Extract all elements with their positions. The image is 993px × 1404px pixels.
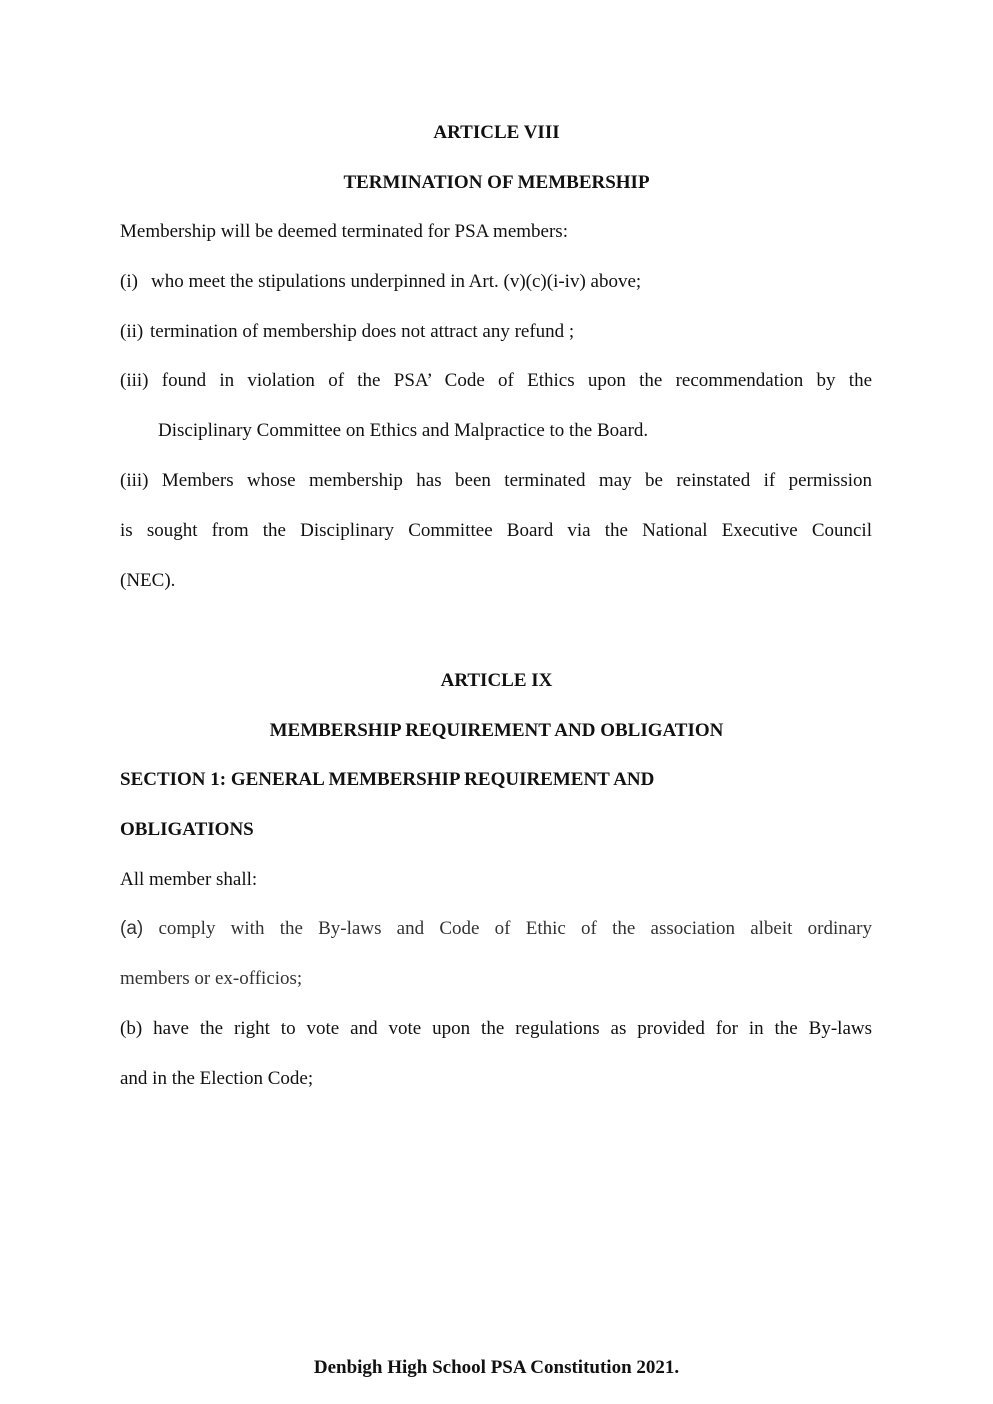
list-item: (b) have the right to vote and vote upon the regulations as provided for in the By-laws (120, 1018, 872, 1039)
list-marker: (a) (120, 918, 144, 939)
list-marker: (i) (120, 271, 138, 292)
list-item-continuation: members or ex-officios; (120, 968, 303, 989)
list-item-text: termination of membership does not attract any refund ; (150, 321, 575, 342)
section-1-heading: SECTION 1: GENERAL MEMBERSHIP REQUIREMENT AND (120, 769, 655, 790)
list-item (120, 320, 872, 344)
article-9-intro: All member shall: (120, 869, 258, 890)
section-1-heading-continuation: OBLIGATIONS (120, 819, 254, 840)
list-item (120, 917, 872, 941)
list-item-text: comply with the By-laws and Code of Ethic of the association albeit ordinary (158, 918, 872, 939)
list-item-text: found in violation of the PSA’ Code of Ethics upon the recommendation by the (161, 370, 872, 391)
list-marker: (ii) (120, 321, 144, 342)
page-footer: Denbigh High School PSA Constitution 2021. (313, 1357, 680, 1378)
reinstate-paragraph-line-2: is sought from the Disciplinary Committee Board via the National Executive Council (120, 520, 872, 541)
reinstate-paragraph-line-3: (NEC). (120, 570, 176, 591)
list-item (120, 270, 872, 294)
list-item-text: who meet the stipulations underpinned in Art. (v)(c)(i-iv) above; (151, 271, 642, 292)
article-8-intro: Membership will be deemed terminated for PSA members: (120, 221, 568, 242)
reinstate-paragraph-line-1: (iii) Members whose membership has been terminated may be reinstated if permission (120, 470, 872, 491)
list-item-continuation: Disciplinary Committee on Ethics and Malpractice to the Board. (158, 420, 649, 441)
list-item-continuation: and in the Election Code; (120, 1068, 314, 1089)
list-item (120, 369, 872, 393)
article-9-heading: MEMBERSHIP REQUIREMENT AND OBLIGATION (269, 720, 724, 741)
article-9-title: ARTICLE IX (440, 670, 553, 691)
article-8-title: ARTICLE VIII (433, 122, 560, 143)
list-marker: (iii) (120, 370, 149, 391)
article-8-heading: TERMINATION OF MEMBERSHIP (343, 172, 650, 193)
